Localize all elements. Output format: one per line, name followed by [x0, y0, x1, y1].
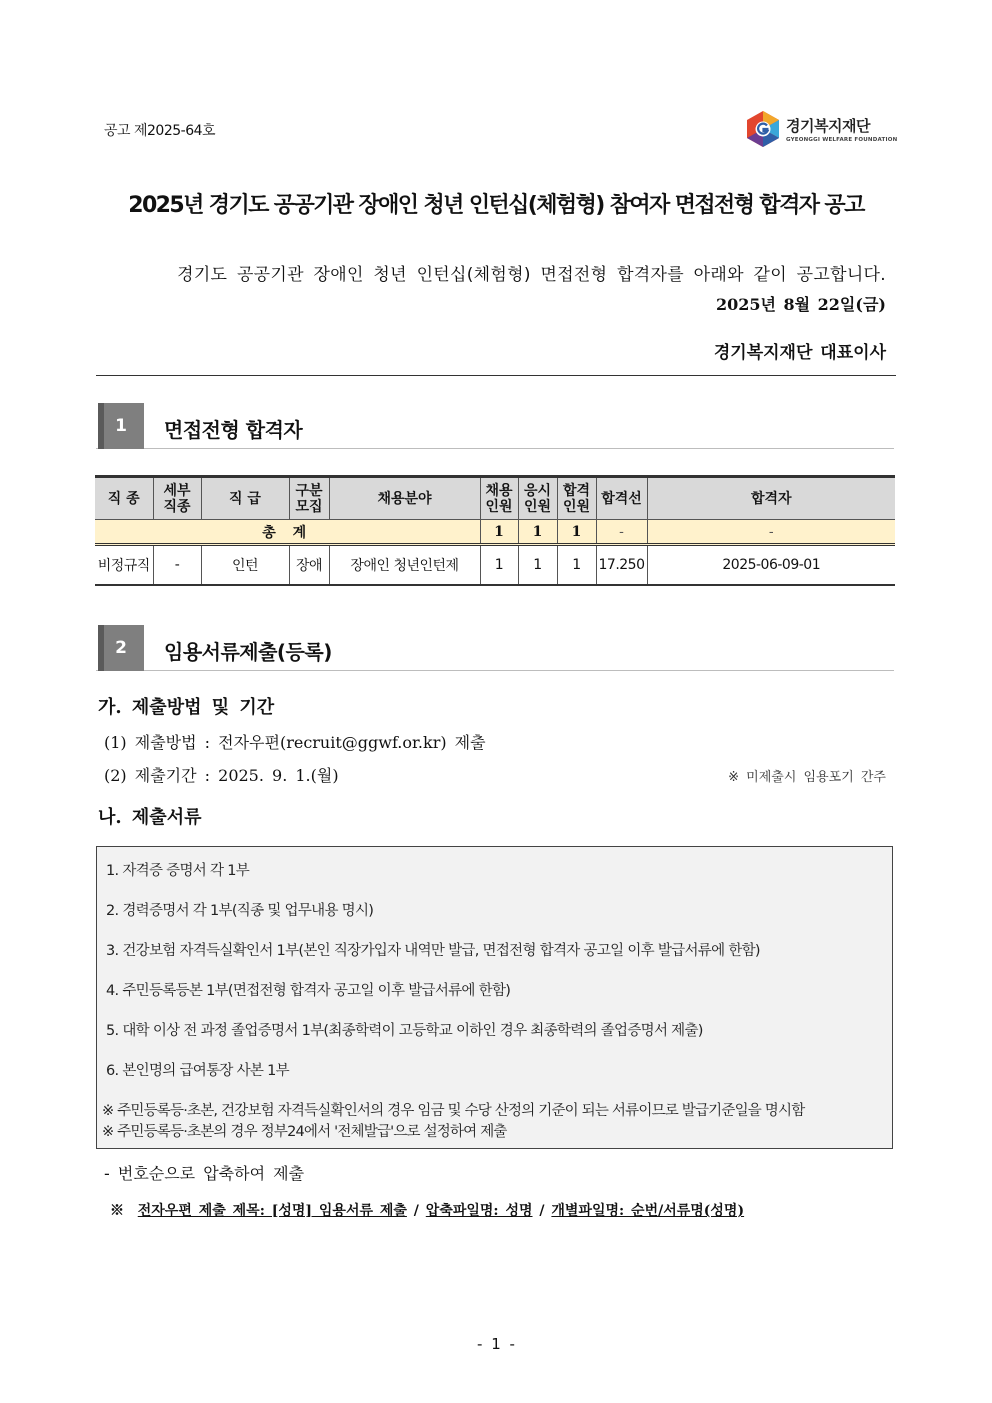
doc-item: 5. 대학 이상 전 과정 졸업증명서 1부(최종학력이 고등학교 이하인 경우 최종학력의 졸업증명서 제출): [106, 1023, 703, 1039]
doc-item: 1. 자격증 증명서 각 1부: [106, 863, 250, 879]
section-1-number: 1: [98, 403, 144, 449]
email-title-instruction: [110, 1200, 744, 1220]
total-passers: -: [647, 520, 895, 545]
doc-warning: ※ 주민등록등·초본의 경우 정부24에서 '전체발급'으로 설정하여 제출: [102, 1124, 507, 1140]
cell-recruit-type: 장애: [289, 545, 329, 585]
section-1-header: [96, 403, 894, 449]
cell-apply: 1: [518, 545, 557, 585]
section-2-header: [96, 625, 894, 671]
total-row: [95, 520, 895, 545]
logo-english: GYEONGGI WELFARE FOUNDATION: [786, 137, 898, 143]
cell-detail-type: -: [153, 545, 201, 585]
cell-field: 장애인 청년인턴제: [329, 545, 480, 585]
doc-warning: ※ 주민등록등·초본, 건강보험 자격득실확인서의 경우 임금 및 수당 산정의 기준이 되는 서류이므로 발급기준일을 명시함: [102, 1103, 805, 1119]
header-apply-count: [518, 477, 557, 520]
divider: [96, 375, 896, 376]
notice-date: 2025년 8월 22일(금): [715, 295, 886, 314]
cell-passers: 2025-06-09-01: [647, 545, 895, 585]
file-name-format: 개별파일명: 순번/서류명(성명): [551, 1203, 745, 1219]
cell-hire: 1: [480, 545, 518, 585]
doc-item: 4. 주민등록등본 1부(면접전형 합격자 공고일 이후 발급서류에 한함): [106, 983, 511, 999]
foundation-logo-icon: [746, 110, 780, 148]
header-pass-count: [557, 477, 596, 520]
cell-job-type: 비정규직: [95, 545, 153, 585]
header-recruit-type-text: 구분 모집: [295, 482, 323, 515]
section-2-number: 2: [98, 625, 144, 671]
total-pass: 1: [557, 520, 596, 545]
doc-item: 6. 본인명의 급여통장 사본 1부: [106, 1063, 289, 1079]
results-table: [95, 475, 895, 586]
table-header-row: [95, 477, 895, 520]
submit-method: (1) 제출방법 : 전자우편(recruit@ggwf.or.kr) 제출: [104, 733, 486, 752]
header-apply-count-text: 응시 인원: [523, 482, 552, 515]
header-detail-type: [153, 477, 201, 520]
section-1-title: 면접전형 합격자: [164, 418, 303, 442]
email-subject-format: 전자우편 제출 제목: [성명] 임용서류 제출: [137, 1203, 407, 1219]
doc-item: 2. 경력증명서 각 1부(직종 및 업무내용 명시): [106, 903, 374, 919]
header-recruit-type: [289, 477, 329, 520]
subheading-method: 가. 제출방법 및 기간: [98, 697, 275, 718]
separator: /: [413, 1203, 419, 1219]
submit-period: (2) 제출기간 : 2025. 9. 1.(월): [104, 766, 339, 785]
cell-cutoff: 17.250: [596, 545, 647, 585]
foundation-logo: [746, 110, 897, 148]
header-passers: 합격자: [647, 477, 895, 520]
header-hire-count-text: 채용 인원: [485, 482, 513, 515]
separator: /: [539, 1203, 545, 1219]
total-cutoff: -: [596, 520, 647, 545]
table-row: [95, 545, 895, 585]
header-pass-count-text: 합격 인원: [562, 482, 591, 515]
document-title: 2025년 경기도 공공기관 장애인 청년 인턴십(체험형) 참여자 면접전형 합격자 공고: [128, 193, 864, 218]
section-2-title: 임용서류제출(등록): [164, 640, 332, 664]
subheading-documents: 나. 제출서류: [98, 807, 202, 828]
total-label: 총 계: [95, 520, 480, 545]
cell-pass: 1: [557, 545, 596, 585]
header-grade: 직 급: [201, 477, 289, 520]
period-note: ※ 미제출시 임용포기 간주: [728, 770, 886, 785]
total-hire: 1: [480, 520, 518, 545]
intro-text: 경기도 공공기관 장애인 청년 인턴십(체험형) 면접전형 합격자를 아래와 같이 공고합니다.: [177, 265, 886, 285]
documents-box: [96, 846, 893, 1149]
notice-number: 공고 제2025-64호: [104, 123, 216, 139]
cell-grade: 인턴: [201, 545, 289, 585]
email-prefix: ※: [110, 1203, 124, 1219]
signer: 경기복지재단 대표이사: [713, 343, 886, 363]
zip-filename-format: 압축파일명: 성명: [425, 1203, 533, 1219]
page-number: - 1 -: [477, 1335, 515, 1353]
total-apply: 1: [518, 520, 557, 545]
logo-name: 경기복지재단: [786, 117, 870, 135]
header-hire-count: [480, 477, 518, 520]
header-detail-type-text: 세부 직종: [163, 482, 191, 515]
header-cutoff: 합격선: [596, 477, 647, 520]
compress-instruction: - 번호순으로 압축하여 제출: [104, 1164, 305, 1183]
header-job-type: 직 종: [95, 477, 153, 520]
doc-item: 3. 건강보험 자격득실확인서 1부(본인 직장가입자 내역만 발급, 면접전형 합격자 공고일 이후 발급서류에 한함): [106, 943, 760, 959]
header-field: 채용분야: [329, 477, 480, 520]
